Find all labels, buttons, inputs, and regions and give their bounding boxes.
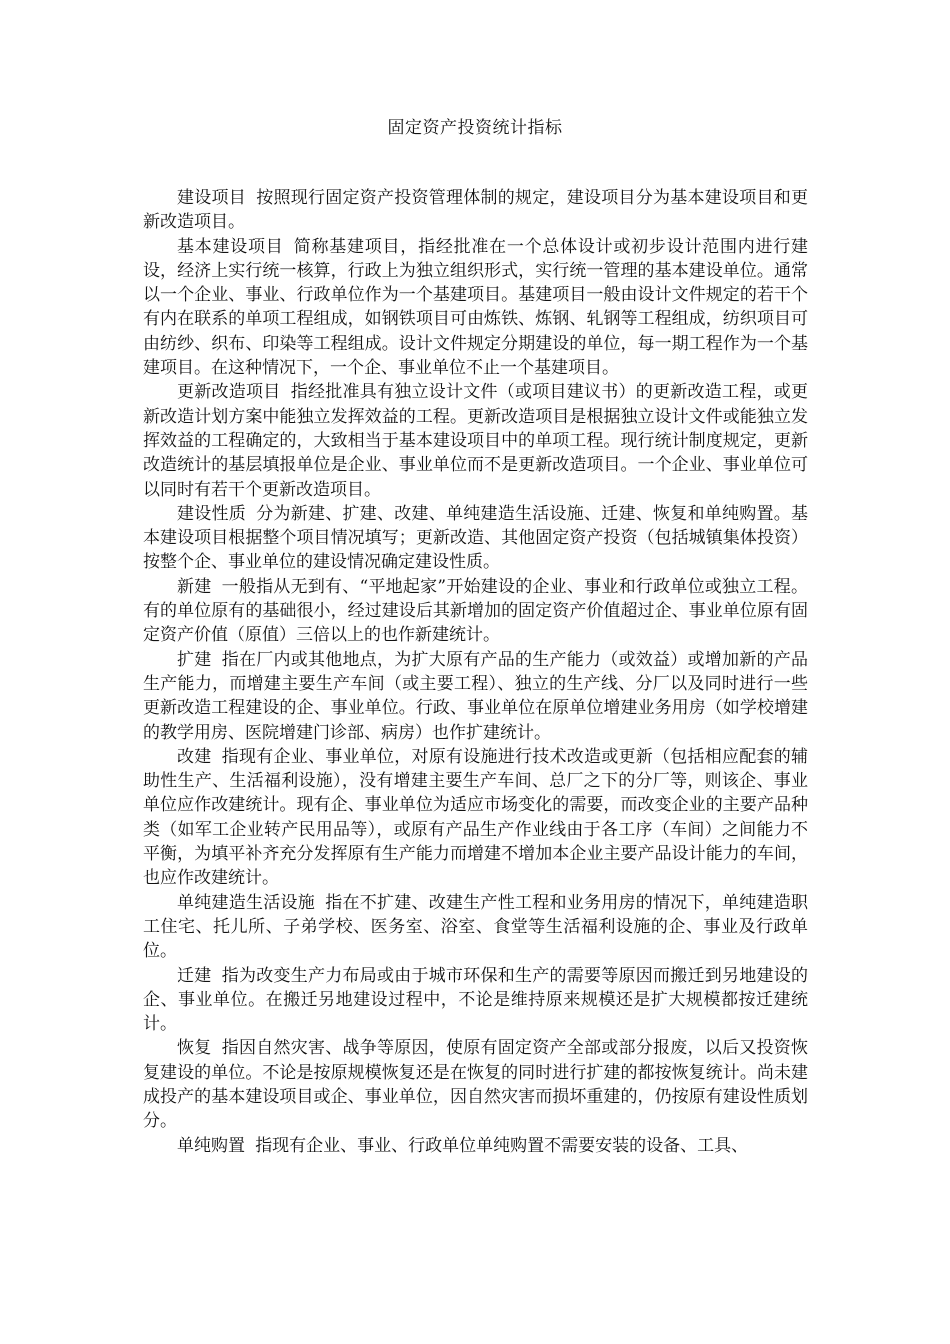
term-label: 建设性质 [177, 503, 247, 524]
document-title: 固定资产投资统计指标 [387, 118, 563, 138]
paragraph-construction-nature [143, 502, 808, 575]
term-label: 单纯建造生活设施 [177, 892, 316, 913]
paragraph-basic-construction-project [143, 235, 808, 381]
paragraph-text: 指在厂内或其他地点，为扩大原有产品的生产能力（或效益）或增加新的产品生产能力，而增建主要生产车间（或主要工程）、独立的生产线、分厂以及同时进行一些更新改造工程建设的企、事业单位。行政、事业单位在原单位增建业务用房（如学校增建的教学用房、医院增建门诊部、病房）也作扩建统计。 [143, 649, 809, 743]
paragraph-construction-project [143, 186, 808, 235]
term-label: 更新改造项目 [177, 382, 281, 403]
paragraph-living-facilities [143, 891, 808, 964]
document-body [143, 186, 808, 1158]
term-label: 新建 [177, 576, 212, 597]
paragraph-new-construction [143, 575, 808, 648]
paragraph-text: 按照现行固定资产投资管理体制的规定，建设项目分为基本建设项目和更新改造项目。 [143, 188, 809, 233]
paragraph-reconstruction [143, 745, 808, 891]
paragraph-text: 指经批准具有独立设计文件（或项目建议书）的更新改造工程，或更新改造计划方案中能独立发挥效益的工程。更新改造项目是根据独立设计文件或能独立发挥效益的工程确定的，大致相当于基本建设项目中的单项工程。现行统计制度规定，更新改造统计的基层填报单位是企业、事业单位而不是更新改造项目。一个企业、事业单位可以同时有若干个更新改造项目。 [143, 382, 809, 500]
term-label: 改建 [177, 746, 212, 767]
term-label: 扩建 [177, 649, 212, 670]
paragraph-text: 指现有企业、事业、行政单位单纯购置不需要安装的设备、工具、 [255, 1135, 749, 1156]
paragraph-text: 分为新建、扩建、改建、单纯建造生活设施、迁建、恢复和单纯购置。基本建设项目根据整个项目情况填写；更新改造、其他固定资产投资（包括城镇集体投资）按整个企、事业单位的建设情况确定建设性质。 [143, 503, 809, 573]
paragraph-restoration [143, 1036, 808, 1133]
paragraph-relocation [143, 964, 808, 1037]
paragraph-expansion [143, 648, 808, 745]
paragraph-text: 指为改变生产力布局或由于城市环保和生产的需要等原因而搬迁到另地建设的企、事业单位。在搬迁另地建设过程中，不论是维持原来规模还是扩大规模都按迁建统计。 [143, 965, 809, 1035]
paragraph-text: 指现有企业、事业单位，对原有设施进行技术改造或更新（包括相应配套的辅助性生产、生活福利设施），没有增建主要生产车间、总厂之下的分厂等，则该企、事业单位应作改建统计。现有企、事业单位为适应市场变化的需要，而改变企业的主要产品种类（如军工企业转产民用品等），或原有产品生产作业线由于各工序（车间）之间能力不平衡，为填平补齐充分发挥原有生产能力而增建不增加本企业主要产品设计能力的车间，也应作改建统计。 [143, 746, 809, 889]
paragraph-pure-purchase [143, 1134, 808, 1158]
paragraph-text: 指因自然灾害、战争等原因，使原有固定资产全部或部分报废，以后又投资恢复建设的单位。不论是按原规模恢复还是在恢复的同时进行扩建的都按恢复统计。尚未建成投产的基本建设项目或企、事业单位，因自然灾害而损坏重建的，仍按原有建设性质划分。 [143, 1038, 809, 1132]
term-label: 建设项目 [177, 188, 247, 208]
term-label: 恢复 [177, 1038, 212, 1059]
paragraph-renovation-project [143, 380, 808, 501]
paragraph-text: 简称基建项目，指经批准在一个总体设计或初步设计范围内进行建设，经济上实行统一核算，行政上为独立组织形式，实行统一管理的基本建设单位。通常以一个企业、事业、行政单位作为一个基建项目。基建项目一般由设计文件规定的若干个有内在联系的单项工程组成，如钢铁项目可由炼铁、炼钢、轧钢等工程组成，纺织项目可由纺纱、织布、印染等工程组成。设计文件规定分期建设的单位，每一期工程作为一个基建项目。在这种情况下，一个企、事业单位不止一个基建项目。 [143, 236, 809, 379]
term-label: 基本建设项目 [177, 236, 284, 257]
term-label: 迁建 [177, 965, 212, 986]
paragraph-text: 指在不扩建、改建生产性工程和业务用房的情况下，单纯建造职工住宅、托儿所、子弟学校、医务室、浴室、食堂等生活福利设施的企、事业及行政单位。 [143, 892, 809, 962]
term-label: 单纯购置 [177, 1135, 245, 1156]
paragraph-text: 一般指从无到有、“平地起家”开始建设的企业、事业和行政单位或独立工程。有的单位原有的基础很小，经过建设后其新增加的固定资产价值超过企、事业单位原有固定资产价值（原值）三倍以上的也作新建统计。 [143, 576, 808, 646]
